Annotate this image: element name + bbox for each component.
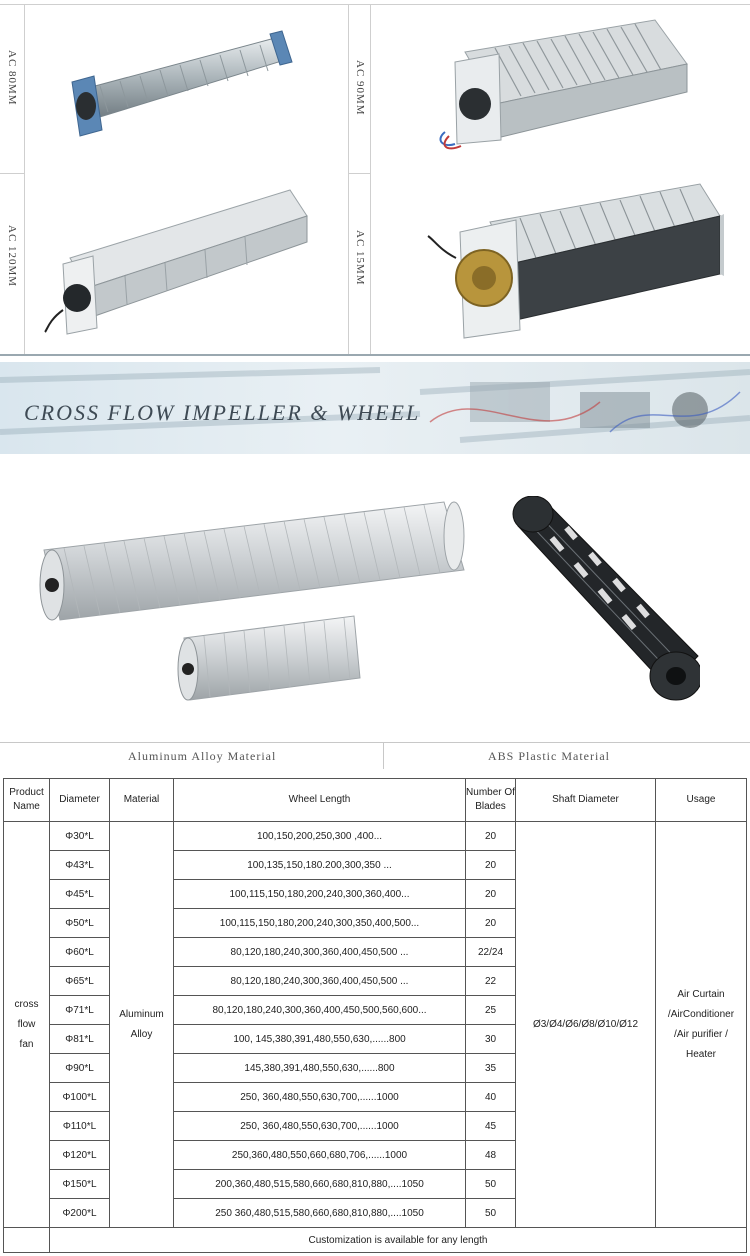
wheel-length-cell: 250, 360,480,550,630,700,......1000 — [174, 1112, 466, 1141]
aluminum-impeller-image — [24, 488, 484, 738]
blower-120mm-image — [35, 180, 325, 340]
wheel-length-cell: 100,115,150,180,200,240,300,350,400,500... — [174, 909, 466, 938]
footer-empty-cell — [4, 1228, 50, 1253]
blades-cell: 20 — [466, 880, 516, 909]
blades-cell: 48 — [466, 1141, 516, 1170]
wheel-length-cell: 100,135,150,180.200,300,350 ... — [174, 851, 466, 880]
diameter-cell: Φ90*L — [50, 1054, 110, 1083]
label-ac15: AC 15MM — [354, 230, 366, 286]
blower-15mm-image — [420, 170, 730, 350]
header-blades: Number Of Blades — [466, 779, 516, 822]
wheel-length-cell: 100,115,150,180,200,240,300,360,400... — [174, 880, 466, 909]
shaft-diameter-cell: Ø3/Ø4/Ø6/Ø8/Ø10/Ø12 — [516, 822, 656, 1228]
abs-caption: ABS Plastic Material — [488, 749, 610, 763]
blades-cell: 30 — [466, 1025, 516, 1054]
material-cell: Aluminum Alloy — [110, 822, 174, 1228]
caption-divider — [383, 743, 384, 769]
wheel-length-cell: 80,120,180,240,300,360,400,450,500 ... — [174, 938, 466, 967]
table-header-row — [4, 779, 747, 822]
section-banner — [0, 362, 750, 454]
header-shaft: Shaft Diameter — [516, 779, 656, 822]
blades-cell: 22 — [466, 967, 516, 996]
blades-cell: 45 — [466, 1112, 516, 1141]
wheel-length-cell: 250,360,480,550,660,680,706,......1000 — [174, 1141, 466, 1170]
diameter-cell: Φ71*L — [50, 996, 110, 1025]
diameter-cell: Φ200*L — [50, 1199, 110, 1228]
label-ac120: AC 120MM — [6, 225, 18, 288]
header-material: Material — [110, 779, 174, 822]
header-product-name: Product Name — [4, 779, 50, 822]
wheel-length-cell: 100,150,200,250,300 ,400... — [174, 822, 466, 851]
blades-cell: 50 — [466, 1170, 516, 1199]
blower-90mm-image — [425, 12, 695, 157]
blades-cell: 20 — [466, 851, 516, 880]
wheel-length-cell: 145,380,391,480,550,630,......800 — [174, 1054, 466, 1083]
banner-title: CROSS FLOW IMPELLER & WHEEL — [24, 400, 421, 425]
label-ac90: AC 90MM — [354, 60, 366, 116]
diameter-cell: Φ43*L — [50, 851, 110, 880]
wheel-length-cell: 80,120,180,240,300,360,400,450,500,560,600... — [174, 996, 466, 1025]
product-photo-grid — [0, 0, 750, 358]
blades-cell: 40 — [466, 1083, 516, 1112]
wheel-length-cell: 200,360,480,515,580,660,680,810,880,....1050 — [174, 1170, 466, 1199]
aluminum-caption: Aluminum Alloy Material — [128, 749, 277, 763]
header-wheel-length: Wheel Length — [174, 779, 466, 822]
diameter-cell: Φ100*L — [50, 1083, 110, 1112]
blades-cell: 50 — [466, 1199, 516, 1228]
blades-cell: 22/24 — [466, 938, 516, 967]
abs-plastic-impeller-image — [508, 496, 700, 706]
diameter-cell: Φ110*L — [50, 1112, 110, 1141]
table-row — [4, 822, 747, 851]
header-usage: Usage — [656, 779, 747, 822]
usage-cell: Air Curtain /AirConditioner /Air purifier / Heater — [656, 822, 747, 1228]
diameter-cell: Φ150*L — [50, 1170, 110, 1199]
label-ac80: AC 80MM — [6, 50, 18, 106]
blades-cell: 20 — [466, 909, 516, 938]
diameter-cell: Φ50*L — [50, 909, 110, 938]
product-name-cell: cross flow fan — [4, 822, 50, 1228]
header-diameter: Diameter — [50, 779, 110, 822]
diameter-cell: Φ60*L — [50, 938, 110, 967]
wheel-length-cell: 250 360,480,515,580,660,680,810,880,....1050 — [174, 1199, 466, 1228]
blades-cell: 35 — [466, 1054, 516, 1083]
blades-cell: 20 — [466, 822, 516, 851]
customization-note: Customization is available for any length — [50, 1228, 747, 1253]
table-footer-row — [4, 1228, 747, 1253]
blower-80mm-image — [60, 20, 300, 150]
spec-table — [3, 778, 747, 1253]
diameter-cell: Φ81*L — [50, 1025, 110, 1054]
wheel-length-cell: 250, 360,480,550,630,700,......1000 — [174, 1083, 466, 1112]
blades-cell: 25 — [466, 996, 516, 1025]
wheel-length-cell: 80,120,180,240,300,360,400,450,500 ... — [174, 967, 466, 996]
material-caption-row — [0, 742, 750, 769]
diameter-cell: Φ45*L — [50, 880, 110, 909]
wheel-length-cell: 100, 145,380,391,480,550,630,......800 — [174, 1025, 466, 1054]
diameter-cell: Φ120*L — [50, 1141, 110, 1170]
diameter-cell: Φ30*L — [50, 822, 110, 851]
diameter-cell: Φ65*L — [50, 967, 110, 996]
